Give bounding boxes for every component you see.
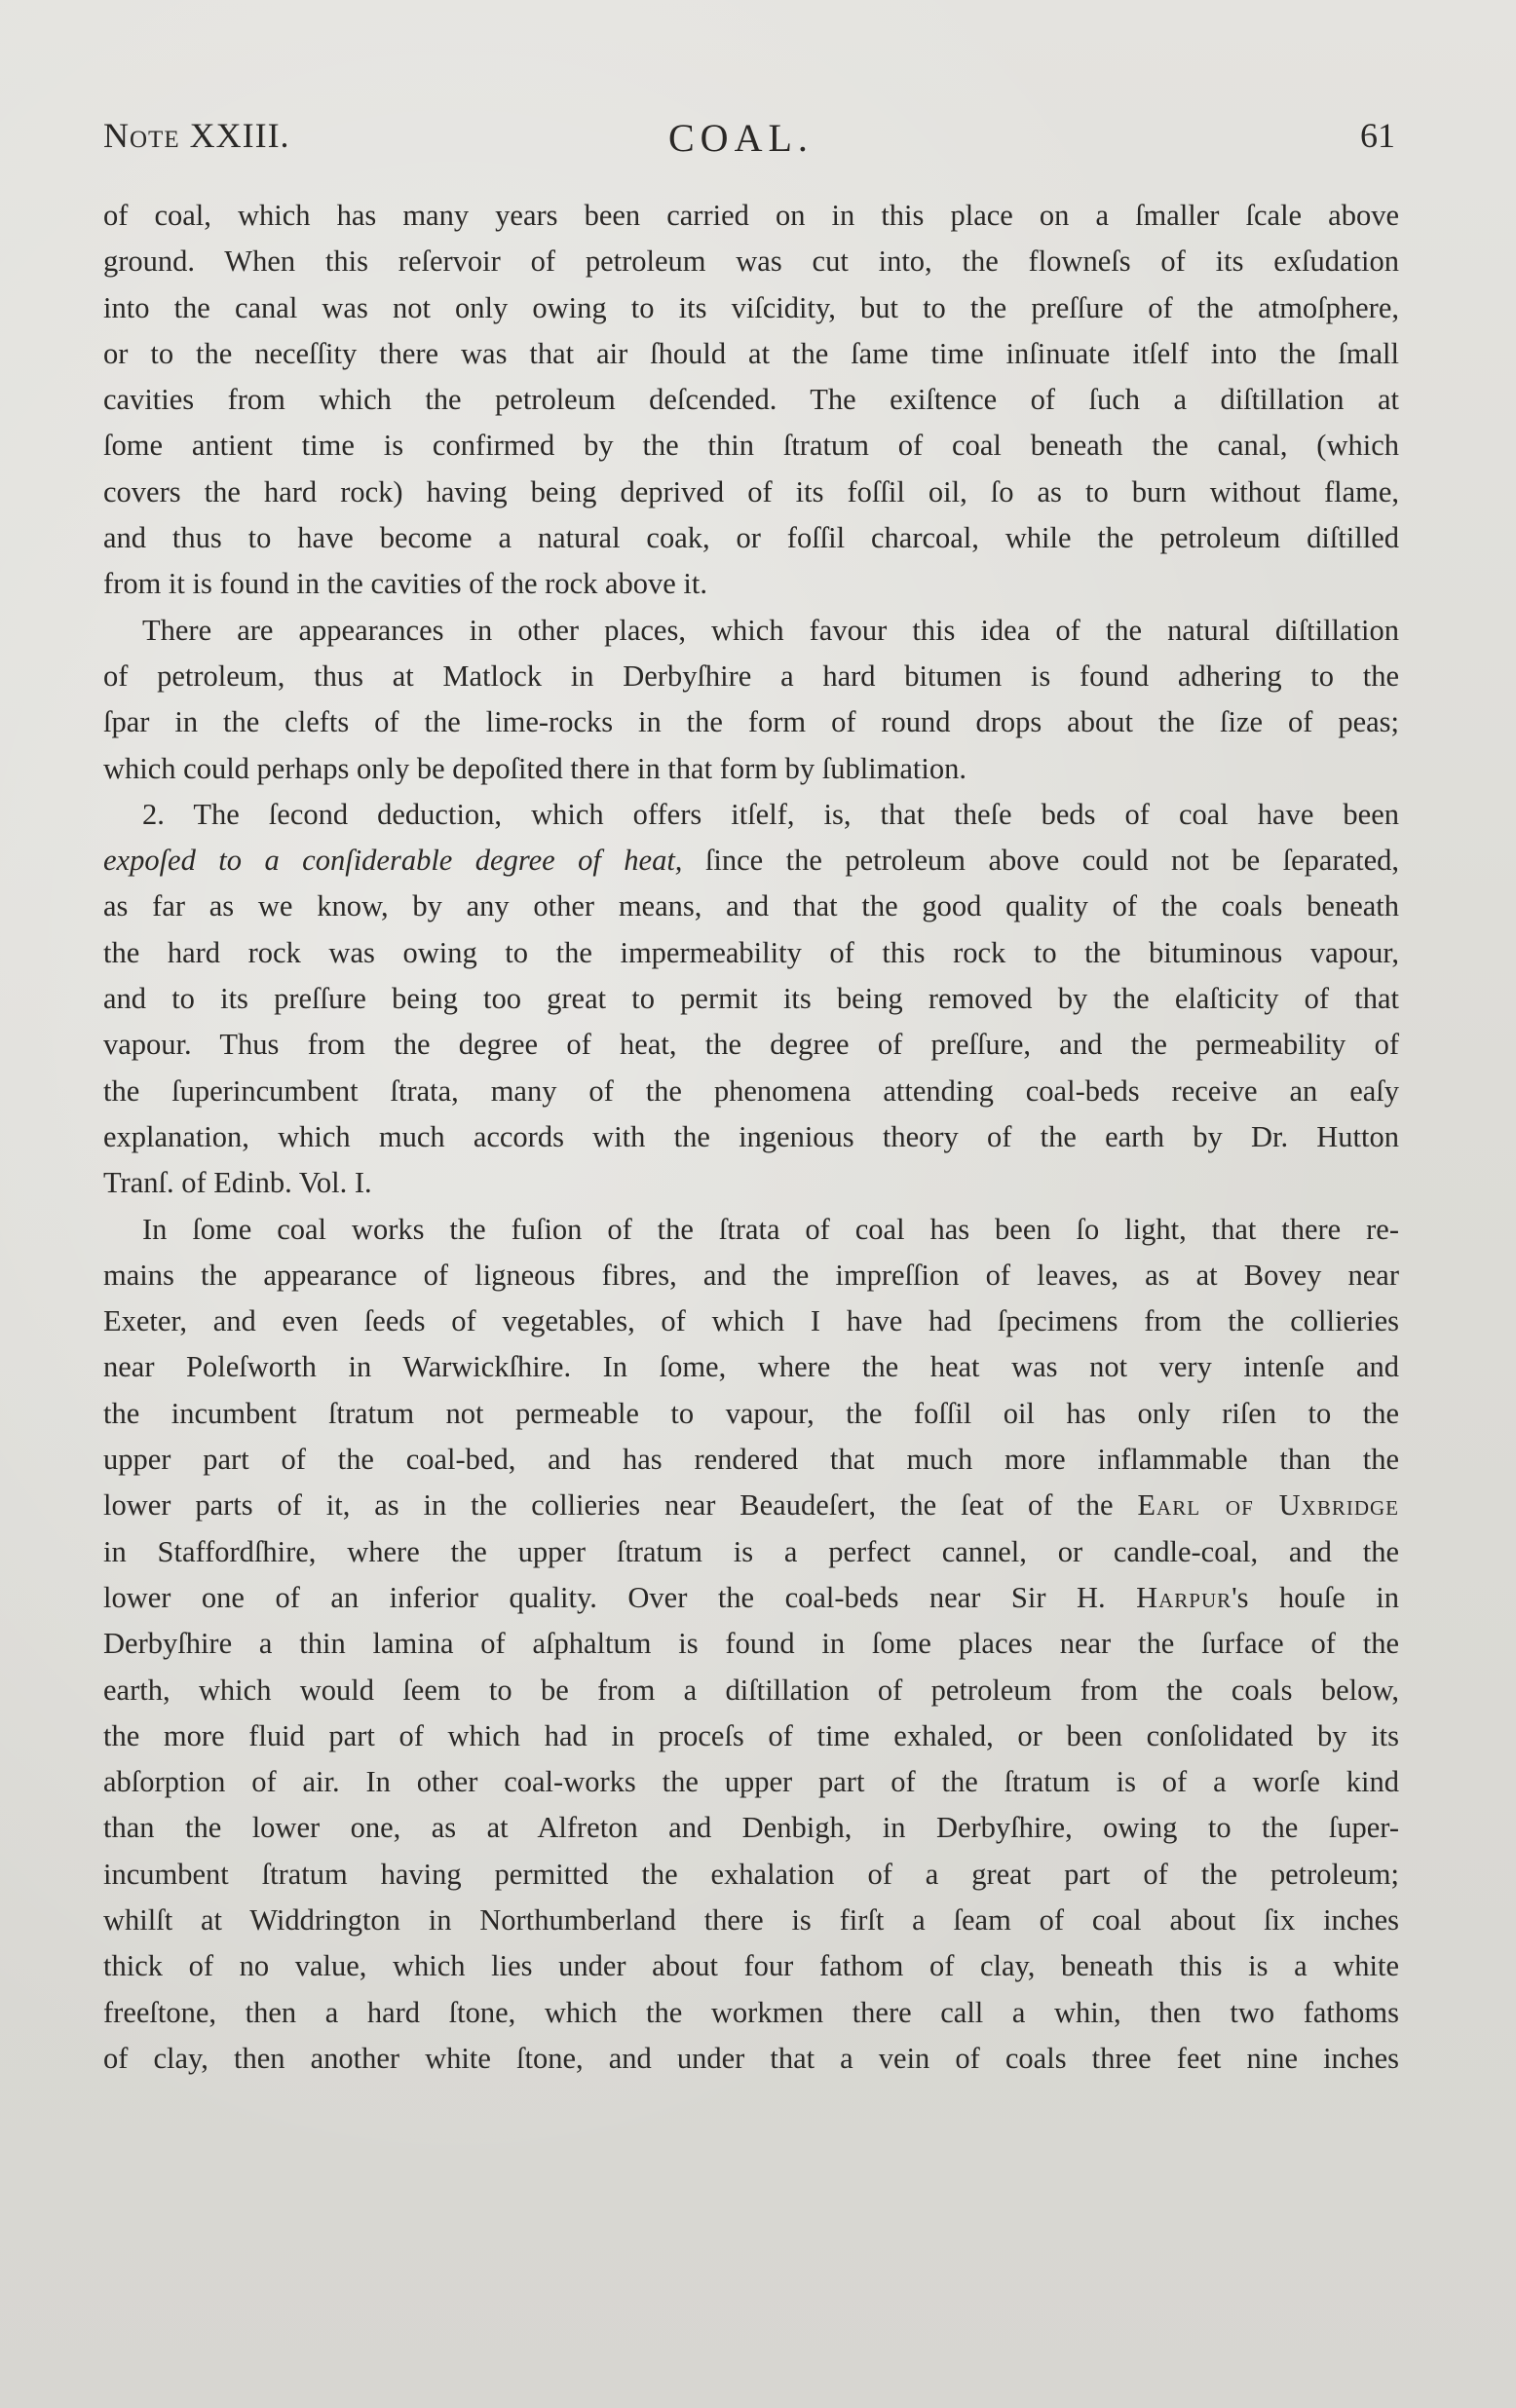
- text-line: ſome antient time is confirmed by the thin ſtratum of coal beneath the canal, (which: [103, 429, 1399, 463]
- small-caps-name: Harpur: [1136, 1580, 1232, 1614]
- text-span: ſince the petroleum above could not be ſeparated,: [704, 844, 1399, 878]
- text-line: the ſuperincumbent ſtrata, many of the phenomena attending coal-beds receive an eaſy: [103, 1073, 1399, 1108]
- text-line: or to the neceſſity there was that air ſhould at the ſame time inſinuate itſelf into the ſmall: [103, 336, 1399, 370]
- text-line: in Staffordſhire, where the upper ſtratum is a perfect cannel, or candle-coal, and the: [103, 1534, 1399, 1568]
- text-line: into the canal was not only owing to its viſcidity, but to the preſſure of the atmoſphere,: [103, 290, 1399, 324]
- text-line: the incumbent ſtratum not permeable to vapour, the foſſil oil has only riſen to the: [103, 1396, 1399, 1430]
- body-text: [103, 193, 1399, 2082]
- text-line: incumbent ſtratum having permitted the exhalation of a great part of the petroleum;: [103, 1857, 1399, 1891]
- text-line: upper part of the coal-bed, and has rendered that much more inflammable than the: [103, 1443, 1399, 1477]
- text-line: and to its preſſure being too great to permit its being removed by the elaſticity of that: [103, 982, 1399, 1016]
- running-header: [103, 115, 1395, 164]
- text-line: thick of no value, which lies under about four fathom of clay, beneath this is a white: [103, 1949, 1399, 1983]
- text-line: ground. When this reſervoir of petroleum was cut into, the flowneſs of its exſudation: [103, 245, 1399, 279]
- text-line: covers the hard rock) having being deprived of its foſſil oil, ſo as to burn without flame,: [103, 474, 1399, 508]
- text-line: mains the appearance of ligneous fibres, and the impreſſion of leaves, as at Bovey near: [103, 1258, 1399, 1292]
- text-line: near Poleſworth in Warwickſhire. In ſome, where the heat was not very intenſe and: [103, 1350, 1399, 1384]
- text-line: [103, 1575, 1399, 1621]
- text-line: the more fluid part of which had in proceſs of time exhaled, or been conſolidated by its: [103, 1718, 1399, 1752]
- text-line: In ſome coal works the fuſion of the ſtrata of coal has been ſo light, that there re-: [142, 1212, 1399, 1246]
- text-line: and thus to have become a natural coak, or foſſil charcoal, while the petroleum diſtilled: [103, 521, 1399, 555]
- text-line: explanation, which much accords with the ingenious theory of the earth by Dr. Hutton: [103, 1119, 1399, 1153]
- text-line: 2. The ſecond deduction, which offers itſelf, is, that theſe beds of coal have been: [142, 797, 1399, 831]
- text-line: [103, 1483, 1399, 1528]
- text-span: 's houſe in: [1232, 1580, 1399, 1614]
- italic-phrase: expoſed to a conſiderable degree of heat,: [103, 844, 683, 878]
- text-line: of clay, then another white ſtone, and under that a vein of coals three feet nine inches: [103, 2041, 1399, 2075]
- text-line: whilſt at Widdrington in Northumberland there is firſt a ſeam of coal about ſix inches: [103, 1902, 1399, 1937]
- text-line: of petroleum, thus at Matlock in Derbyſhire a hard bitumen is found adhering to the: [103, 658, 1399, 693]
- text-line: Tranſ. of Edinb. Vol. I.: [103, 1166, 372, 1200]
- text-line: Derbyſhire a thin lamina of aſphaltum is found in ſome places near the ſurface of the: [103, 1627, 1399, 1661]
- text-line: cavities from which the petroleum deſcended. The exiſtence of ſuch a diſtillation at: [103, 383, 1399, 417]
- text-span: lower one of an inferior quality. Over the coal-beds near Sir H.: [103, 1580, 1106, 1614]
- text-line: Exeter, and even ſeeds of vegetables, of which I have had ſpecimens from the collieries: [103, 1304, 1399, 1338]
- text-span: lower parts of it, as in the collieries near Beaudeſert, the ſeat of the: [103, 1488, 1114, 1523]
- page-number: 61: [1360, 116, 1395, 155]
- text-line: than the lower one, as at Alfreton and Denbigh, in Derbyſhire, owing to the ſuper-: [103, 1811, 1399, 1845]
- note-label: Note XXIII.: [103, 116, 290, 155]
- text-line: earth, which would ſeem to be from a diſtillation of petroleum from the coals below,: [103, 1673, 1399, 1707]
- text-line: abſorption of air. In other coal-works the upper part of the ſtratum is of a worſe kind: [103, 1765, 1399, 1799]
- text-line: vapour. Thus from the degree of heat, the degree of preſſure, and the permeability of: [103, 1028, 1399, 1062]
- text-line: [103, 838, 1399, 884]
- text-line: as far as we know, by any other means, and that the good quality of the coals beneath: [103, 889, 1399, 923]
- chapter-title: COAL.: [668, 116, 814, 160]
- text-line: of coal, which has many years been carried on in this place on a ſmaller ſcale above: [103, 199, 1399, 232]
- text-line: the hard rock was owing to the impermeability of this rock to the bituminous vapour,: [103, 935, 1399, 969]
- small-caps-name: Earl of Uxbridge: [1137, 1488, 1400, 1523]
- text-line: ſpar in the clefts of the lime-rocks in the form of round drops about the ſize of peas;: [103, 705, 1399, 739]
- text-line: There are appearances in other places, which favour this idea of the natural diſtillation: [142, 613, 1399, 647]
- text-line: from it is found in the cavities of the rock above it.: [103, 567, 708, 601]
- text-line: freeſtone, then a hard ſtone, which the workmen there call a whin, then two fathoms: [103, 1995, 1399, 2029]
- text-line: which could perhaps only be depoſited there in that form by ſublimation.: [103, 751, 966, 785]
